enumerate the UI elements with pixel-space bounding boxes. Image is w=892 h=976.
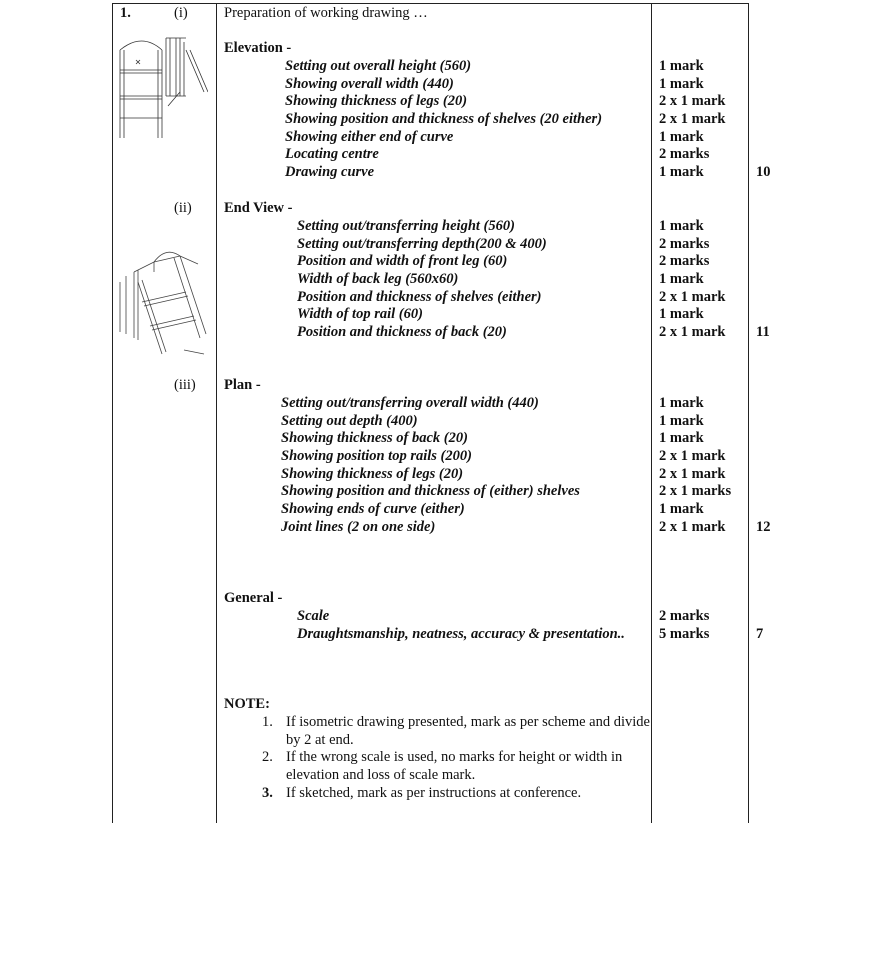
note-text: If the wrong scale is used, no marks for height or width in elevation and loss of scale mark. [286,749,623,784]
section-total-end-view: 11 [756,324,770,340]
criterion: Width of back leg (560x60) [297,271,459,288]
mark-value: 1 mark [659,128,704,145]
mark-value: 2 x 1 marks [659,483,732,500]
mark-value: 2 x 1 mark [659,93,726,110]
end-view-drawing-icon [114,242,210,360]
elevation-criteria [285,58,602,182]
table-divider-1 [216,3,217,823]
criterion: Scale [297,608,330,624]
criterion: Showing overall width (440) [285,75,454,92]
plan-marks [659,395,731,537]
note-number: 1. [262,714,273,730]
mark-value: 1 mark [659,412,704,429]
note-number: 2. [262,749,273,766]
note-item [262,714,656,749]
mark-value: 2 x 1 mark [659,465,726,482]
mark-value: 1 mark [659,395,704,411]
criterion: Showing thickness of legs (20) [281,465,464,482]
mark-value: 2 x 1 mark [659,448,726,465]
note-item [262,785,656,803]
section-total-plan: 12 [756,519,771,535]
criterion: Joint lines (2 on one side) [281,518,436,535]
mark-value: 5 marks [659,625,710,642]
plan-criteria [281,395,580,537]
criterion: Showing ends of curve (either) [281,501,465,518]
mark-value: 1 mark [659,218,704,234]
mark-value: 2 x 1 mark [659,111,726,128]
criterion: Position and width of front leg (60) [297,253,508,270]
criterion: Draughtsmanship, neatness, accuracy & presentation.. [297,625,625,642]
mark-value: 1 mark [659,164,704,181]
mark-value: 1 mark [659,430,704,447]
criterion: Showing thickness of back (20) [281,430,468,447]
table-divider-2 [651,3,652,823]
criterion: Showing either end of curve [285,128,454,145]
mark-value: 2 x 1 mark [659,324,726,341]
criterion: Showing thickness of legs (20) [285,93,468,110]
note-text: If isometric drawing presented, mark as per scheme and divide by 2 at end. [286,714,650,748]
mark-value: 1 mark [659,501,704,518]
criterion: Setting out/transferring overall width (440) [281,395,539,411]
section-total-elevation: 10 [756,164,771,180]
mark-value: 2 x 1 mark [659,288,726,305]
note-list [262,714,656,803]
criterion: Showing position and thickness of (either) shelves [281,483,580,500]
elevation-marks [659,58,725,182]
criterion: Setting out/transferring depth(200 & 400) [297,235,547,252]
note-number: 3. [262,784,273,801]
mark-value: 1 mark [659,271,704,288]
note-heading: NOTE: [224,696,270,712]
table-border-left [112,3,113,823]
criterion: Drawing curve [285,164,375,181]
section-total-general: 7 [756,626,764,642]
criterion: Setting out depth (400) [281,412,418,429]
note-text: If sketched, mark as per instructions at conference. [286,784,582,801]
table-border-right [748,3,749,823]
mark-value: 2 marks [659,146,710,163]
note-item [262,749,656,784]
mark-value: 2 marks [659,253,710,270]
section-heading-general: General - [224,590,283,606]
criterion: Position and thickness of back (20) [297,324,507,341]
general-criteria [297,608,625,643]
end-view-criteria [297,218,547,342]
general-marks [659,608,709,643]
question-number: 1. [120,5,131,21]
criterion: Showing position and thickness of shelves (20 either) [285,111,603,128]
part-label-ii: (ii) [174,200,192,216]
intro-text: Preparation of working drawing … [224,5,428,21]
section-heading-end-view: End View - [224,200,293,216]
mark-value: 1 mark [659,58,704,74]
criterion: Setting out overall height (560) [285,58,472,74]
criterion: Showing position top rails (200) [281,448,472,465]
criterion: Locating centre [285,146,379,163]
mark-value: 2 x 1 mark [659,518,726,535]
criterion: Position and thickness of shelves (either) [297,288,542,305]
end-view-marks [659,218,725,342]
section-heading-elevation: Elevation - [224,40,292,56]
table-border-top [112,3,749,4]
criterion: Width of top rail (60) [297,306,423,323]
mark-value: 1 mark [659,75,704,92]
section-heading-plan: Plan - [224,377,261,393]
mark-value: 1 mark [659,306,704,323]
mark-value: 2 marks [659,235,710,252]
part-label-i: (i) [174,5,188,21]
part-label-iii: (iii) [174,377,196,393]
elevation-drawing-icon [114,30,208,140]
criterion: Setting out/transferring height (560) [297,218,515,234]
mark-value: 2 marks [659,608,710,624]
